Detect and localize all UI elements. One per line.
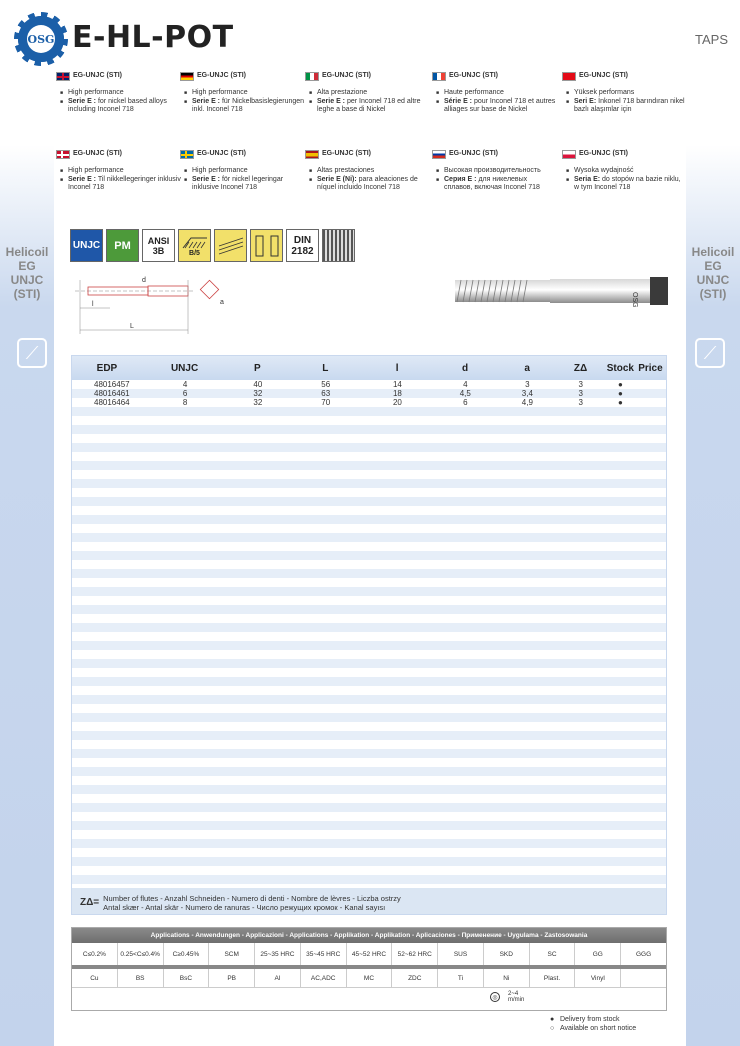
din-2182-icon: DIN 2182 xyxy=(286,229,319,262)
table-cell: ● xyxy=(617,389,623,398)
language-line: ■ Serie E (Ni): para aleaciones de níquel incluido Inconel 718 xyxy=(317,176,430,193)
diameter-d-label: d xyxy=(142,277,146,284)
material-cell: BsC xyxy=(164,969,210,987)
applications-table xyxy=(71,927,667,1011)
flag-uk-icon xyxy=(56,72,70,81)
material-cell: 0.25<C≤0.4% xyxy=(118,943,164,965)
table-row xyxy=(72,515,666,524)
table-row xyxy=(72,398,666,407)
table-cell: ● xyxy=(617,398,623,407)
table-row xyxy=(72,623,666,632)
table-row xyxy=(72,488,666,497)
table-row xyxy=(72,587,666,596)
language-heading: EG-UNJC (STI) xyxy=(449,72,498,80)
language-line: ■ Seri E: İnkonel 718 barındıran nikel bazlı alaşımlar için xyxy=(574,98,687,115)
material-cell: SC xyxy=(530,943,576,965)
table-row xyxy=(72,758,666,767)
language-heading: EG-UNJC (STI) xyxy=(322,150,371,158)
left-tap-icon: ⟋ xyxy=(17,338,47,368)
table-cell: 48016461 xyxy=(94,389,130,398)
language-heading: EG-UNJC (STI) xyxy=(197,150,246,158)
table-cell: 4 xyxy=(182,380,188,389)
through-hole-icon xyxy=(250,229,283,262)
cutting-speed: ◎ 2~4 m/min xyxy=(72,987,666,1006)
table-row xyxy=(72,596,666,605)
table-row xyxy=(72,695,666,704)
table-row xyxy=(72,767,666,776)
logo-text: OSG xyxy=(27,25,55,53)
material-cell: Ti xyxy=(438,969,484,987)
square-a-label: a xyxy=(220,299,224,306)
table-row xyxy=(72,857,666,866)
table-cell: 3,4 xyxy=(521,389,533,398)
language-block-de xyxy=(180,72,305,115)
language-block-uk xyxy=(56,72,181,115)
material-cell: PB xyxy=(209,969,255,987)
flag-se-icon xyxy=(180,150,194,159)
language-line: ■ Serie E : für Nickelbasislegierungen inkl. Inconel 718 xyxy=(192,98,305,115)
table-row xyxy=(72,866,666,875)
table-row xyxy=(72,479,666,488)
table-row xyxy=(72,731,666,740)
applications-title: Applications - Anwendungen - Applicazioni - Applications - Applikation - Applikation - Aplicaciones - Применение - Uygulama - Zastosowania xyxy=(72,928,666,943)
language-line: ■ Серия E : для никелевых сплавов, включая Inconel 718 xyxy=(444,176,557,193)
thread-icon xyxy=(214,229,247,262)
flag-pl-icon xyxy=(562,150,576,159)
table-row xyxy=(72,605,666,614)
table-header: EDP UNJC P L l d a ZΔ Stock Price xyxy=(72,356,666,380)
material-cell: ZDC xyxy=(392,969,438,987)
table-row xyxy=(72,578,666,587)
table-row xyxy=(72,533,666,542)
material-cell: BS xyxy=(118,969,164,987)
language-heading: EG-UNJC (STI) xyxy=(322,72,371,80)
table-body xyxy=(72,380,666,884)
table-row xyxy=(72,821,666,830)
table-row xyxy=(72,785,666,794)
length-l-label: l xyxy=(92,301,94,308)
table-row xyxy=(72,497,666,506)
table-cell: 18 xyxy=(392,389,402,398)
table-row xyxy=(72,830,666,839)
speed-icon: ◎ xyxy=(490,992,500,1002)
language-line: ■ High performance xyxy=(68,167,181,176)
table-cell: 8 xyxy=(182,398,188,407)
material-cell: SUS xyxy=(438,943,484,965)
table-row xyxy=(72,452,666,461)
table-cell: 14 xyxy=(392,380,402,389)
table-row xyxy=(72,686,666,695)
flag-es-icon xyxy=(305,150,319,159)
language-line: ■ Yüksek performans xyxy=(574,89,687,98)
table-cell: 4,5 xyxy=(459,389,471,398)
material-cell: 52~62 HRC xyxy=(392,943,438,965)
table-row xyxy=(72,560,666,569)
table-row xyxy=(72,524,666,533)
flag-it-icon xyxy=(305,72,319,81)
table-row xyxy=(72,641,666,650)
language-block-tr xyxy=(562,72,687,115)
table-cell: 4 xyxy=(463,380,468,389)
table-row xyxy=(72,668,666,677)
section-label: TAPS xyxy=(695,32,728,47)
table-cell: 48016457 xyxy=(94,380,130,389)
page-title: E-HL-POT xyxy=(72,20,234,55)
table-row xyxy=(72,542,666,551)
material-cell: GGG xyxy=(635,950,652,958)
stock-legend: ● Delivery from stock ○ Available on short notice xyxy=(550,1016,637,1032)
material-cell: 35~45 HRC xyxy=(301,943,347,965)
language-block-es xyxy=(305,150,430,193)
language-block-pl xyxy=(562,150,687,193)
language-line: ■ High performance xyxy=(192,89,305,98)
table-cell: 32 xyxy=(253,398,263,407)
language-block-se xyxy=(180,150,305,193)
language-heading: EG-UNJC (STI) xyxy=(449,150,498,158)
table-row xyxy=(72,443,666,452)
left-side-label: Helicoil EG UNJC (STI) xyxy=(5,245,49,301)
table-row xyxy=(72,407,666,416)
length-L-label: L xyxy=(130,323,134,330)
material-cell: 25~35 HRC xyxy=(255,943,301,965)
language-line: ■ Serie E : for nickel based alloys including Inconel 718 xyxy=(68,98,181,115)
table-cell: 6 xyxy=(463,398,468,407)
language-heading: EG-UNJC (STI) xyxy=(579,150,628,158)
chamfer-b5-icon: B/5 xyxy=(178,229,211,262)
coating-icon xyxy=(322,229,355,262)
table-row xyxy=(72,506,666,515)
table-cell: 63 xyxy=(321,389,331,398)
flag-ru-icon xyxy=(432,150,446,159)
table-cell: 3 xyxy=(578,389,583,398)
language-line: ■ Seria E: do stopów na bazie niklu, w tym Inconel 718 xyxy=(574,176,687,193)
language-heading: EG-UNJC (STI) xyxy=(73,150,122,158)
flag-fr-icon xyxy=(432,72,446,81)
table-row xyxy=(72,380,666,389)
language-line: ■ Alta prestazione xyxy=(317,89,430,98)
product-table xyxy=(71,355,667,915)
table-row xyxy=(72,722,666,731)
table-row xyxy=(72,434,666,443)
table-cell: 20 xyxy=(392,398,402,407)
material-cell xyxy=(621,969,666,987)
language-block-it xyxy=(305,72,430,115)
language-line: ■ Высокая производительность xyxy=(444,167,557,176)
table-cell: 3 xyxy=(578,380,583,389)
language-line: ■ Série E : pour Inconel 718 et autres alliages sur base de Nickel xyxy=(444,98,557,115)
table-row xyxy=(72,461,666,470)
material-cell: Plast. xyxy=(530,969,576,987)
language-line: ■ Serie E : för nickel legeringar inklusive Inconel 718 xyxy=(192,176,305,193)
language-line: ■ Altas prestaciones xyxy=(317,167,430,176)
feature-icons xyxy=(70,229,355,262)
table-row xyxy=(72,803,666,812)
table-row xyxy=(72,875,666,884)
table-row xyxy=(72,416,666,425)
table-row xyxy=(72,425,666,434)
language-line: ■ Haute performance xyxy=(444,89,557,98)
material-cell: Al xyxy=(255,969,301,987)
tap-tool-photo xyxy=(455,274,670,310)
table-row xyxy=(72,848,666,857)
right-side-label: Helicoil EG UNJC (STI) xyxy=(691,245,735,301)
table-cell: 32 xyxy=(253,389,263,398)
flag-tr-icon xyxy=(562,72,576,81)
table-row xyxy=(72,614,666,623)
flag-dk-icon xyxy=(56,150,70,159)
table-row xyxy=(72,749,666,758)
osg-logo xyxy=(18,16,64,62)
language-line: ■ High performance xyxy=(68,89,181,98)
table-row xyxy=(72,389,666,398)
pm-icon: PM xyxy=(106,229,139,262)
table-cell: 3 xyxy=(525,380,530,389)
materials-row-1 xyxy=(72,943,666,965)
language-heading: EG-UNJC (STI) xyxy=(73,72,122,80)
material-cell: SCM xyxy=(209,943,255,965)
table-cell: 6 xyxy=(182,389,188,398)
table-row xyxy=(72,677,666,686)
material-cell: MC xyxy=(347,969,393,987)
material-cell: Vinyl xyxy=(575,969,621,987)
material-cell: 45~52 HRC xyxy=(347,943,393,965)
language-line: ■ Serie E : Til nikkellegeringer inklusiv Inconel 718 xyxy=(68,176,181,193)
table-row xyxy=(72,659,666,668)
materials-row-2 xyxy=(72,965,666,987)
table-cell: 48016464 xyxy=(94,398,130,407)
table-footnote: ZΔ= Number of flutes - Anzahl Schneiden - Numero di denti - Nombre de lèvres - Liczba ostrzy Antal skær - Antal skär - Numero de ranuras - Число режущих кромок - Kanal sayısı xyxy=(72,888,666,914)
language-block-ru xyxy=(432,150,557,193)
table-cell: 3 xyxy=(578,398,583,407)
table-cell: 56 xyxy=(321,380,331,389)
table-row xyxy=(72,812,666,821)
table-row xyxy=(72,704,666,713)
table-row xyxy=(72,632,666,641)
table-row xyxy=(72,713,666,722)
table-row xyxy=(72,740,666,749)
language-line: ■ Serie E : per Inconel 718 ed altre leghe a base di Nickel xyxy=(317,98,430,115)
table-cell: 40 xyxy=(253,380,263,389)
material-cell: C≥0.45% xyxy=(164,943,210,965)
svg-text:OSG: OSG xyxy=(631,292,638,308)
ansi-3b-icon: ANSI 3B xyxy=(142,229,175,262)
material-cell: GG xyxy=(575,943,621,965)
table-cell: 4,9 xyxy=(521,398,533,407)
language-heading: EG-UNJC (STI) xyxy=(197,72,246,80)
table-row xyxy=(72,650,666,659)
material-cell: Ni xyxy=(484,969,530,987)
table-row xyxy=(72,470,666,479)
language-line: ■ High performance xyxy=(192,167,305,176)
language-line: ■ Wysoka wydajność xyxy=(574,167,687,176)
table-cell: 70 xyxy=(321,398,331,407)
material-cell: AC,ADC xyxy=(301,969,347,987)
table-row xyxy=(72,839,666,848)
table-row xyxy=(72,551,666,560)
table-cell: ● xyxy=(617,380,623,389)
material-cell: C≤0.2% xyxy=(72,943,118,965)
table-row xyxy=(72,794,666,803)
table-row xyxy=(72,776,666,785)
unjc-icon: UNJC xyxy=(70,229,103,262)
language-block-fr xyxy=(432,72,557,115)
material-cell: SKD xyxy=(484,943,530,965)
language-block-dk xyxy=(56,150,181,193)
flag-de-icon xyxy=(180,72,194,81)
technical-drawing xyxy=(70,272,240,342)
language-heading: EG-UNJC (STI) xyxy=(579,72,628,80)
material-cell: Cu xyxy=(72,969,118,987)
table-row xyxy=(72,569,666,578)
right-tap-icon: ⟋ xyxy=(695,338,725,368)
